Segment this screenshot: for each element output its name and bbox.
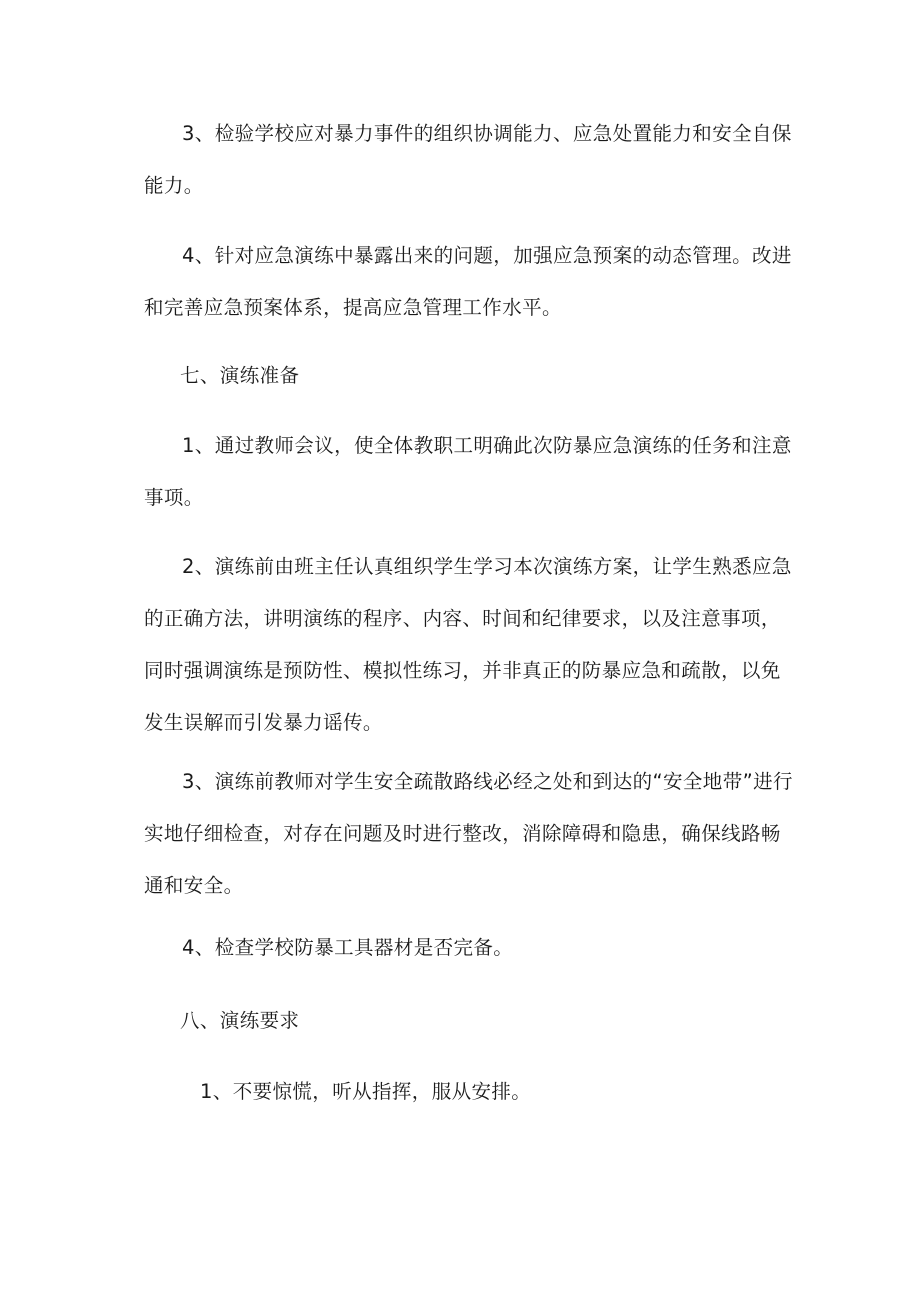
paragraph-4-emergency-plan: 4、针对应急演练中暴露出来的问题，加强应急预案的动态管理。改进和完善应急预案体系，提高应急管理工作水平。 [144,244,792,319]
section-heading-drill-requirements: 八、演练要求 [180,1009,300,1032]
paragraph-prep-2-student-study: 2、演练前由班主任认真组织学生学习本次演练方案，让学生熟悉应急的正确方法，讲明演练的程序、内容、时间和纪律要求，以及注意事项，同时强调演练是预防性、模拟性练习，并非真正的防暴应急和疏散，以免发生误解而引发暴力谣传。 [144,555,792,734]
paragraph-prep-1-teacher-meeting: 1、通过教师会议，使全体教职工明确此次防暴应急演练的任务和注意事项。 [144,434,792,509]
paragraph-req-1-stay-calm: 1、不要惊慌，听从指挥，服从安排。 [200,1080,532,1103]
paragraph-prep-3-route-check: 3、演练前教师对学生安全疏散路线必经之处和到达的“安全地带”进行实地仔细检查，对存在问题及时进行整改，消除障碍和隐患，确保线路畅通和安全。 [144,770,793,897]
section-heading-drill-preparation: 七、演练准备 [180,364,300,387]
paragraph-3-test-ability: 3、检验学校应对暴力事件的组织协调能力、应急处置能力和安全自保能力。 [144,122,792,197]
paragraph-prep-4-equipment-check: 4、检查学校防暴工具器材是否完备。 [182,936,514,959]
